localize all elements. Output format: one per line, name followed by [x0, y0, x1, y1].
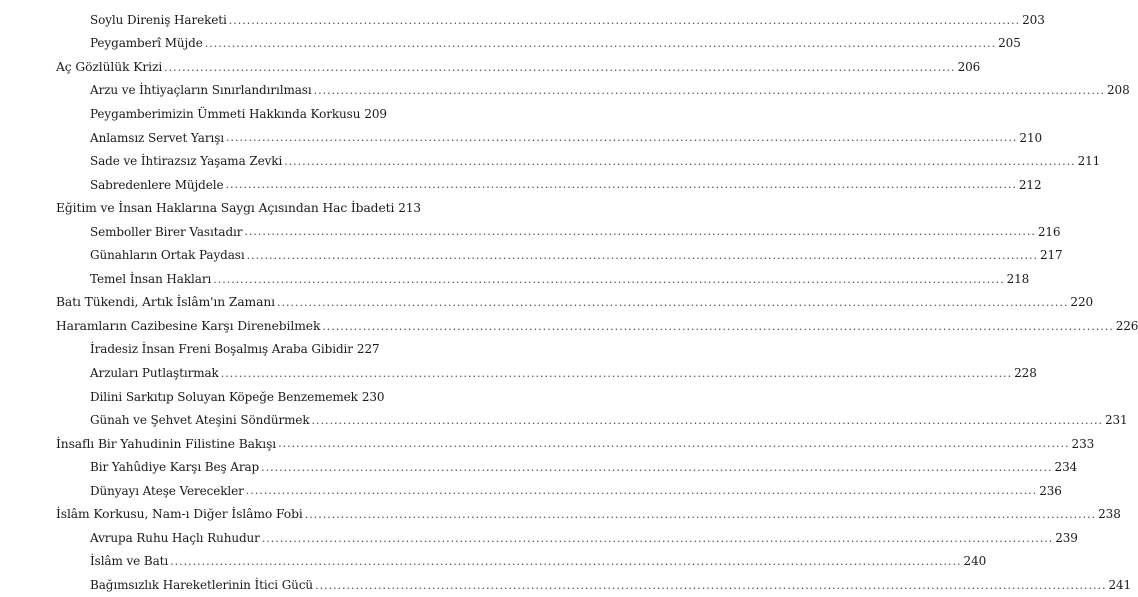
toc-entry-page: 234	[1054, 460, 1078, 475]
toc-entry-title: Arzuları Putlaştırmak	[90, 365, 219, 380]
toc-entry-title: Semboller Birer Vasıtadır	[90, 224, 243, 239]
toc-entry-page: 227	[356, 342, 380, 357]
toc-entry-page: 209	[364, 106, 387, 121]
toc-entry	[0, 243, 1063, 267]
toc-entry-title: Bağımsızlık Hareketlerinin İtici Gücü	[90, 577, 314, 592]
dot-leader	[229, 15, 1020, 26]
toc-entry-title: Batı Tükendi, Artık İslâm'ın Zamanı	[56, 295, 275, 310]
toc-entry-title: Arzu ve İhtiyaçların Sınırlandırılması	[90, 83, 312, 98]
toc-entry-page: 238	[1098, 507, 1121, 522]
toc-entry-title: İslâm ve Batı	[90, 554, 169, 569]
toc-entry	[0, 408, 1128, 432]
toc-entry	[0, 196, 421, 220]
toc-entry-page: 218	[1006, 271, 1030, 286]
toc-entry-page: 226	[1115, 318, 1138, 333]
dot-leader	[322, 321, 1113, 332]
dot-leader	[164, 62, 955, 73]
toc-entry-title: Bir Yahûdiye Karşı Beş Arap	[90, 460, 260, 475]
toc-entry-title: Peygamberimizin Ümmeti Hakkında Korkusu	[90, 106, 361, 121]
dot-leader	[305, 509, 1096, 520]
dot-leader	[284, 156, 1075, 167]
toc-entry	[0, 220, 1061, 244]
toc-entry-page: 206	[957, 59, 981, 74]
dot-leader	[314, 85, 1105, 96]
dot-leader	[213, 274, 1004, 285]
toc-entry-page: 216	[1037, 224, 1061, 239]
dot-leader	[226, 132, 1017, 143]
toc-entry-page: 233	[1071, 436, 1095, 451]
toc-entry-title: Haramların Cazibesine Karşı Direnebilmek	[56, 318, 321, 333]
toc-entry-title: Temel İnsan Hakları	[90, 271, 212, 286]
toc-entry	[0, 55, 981, 79]
toc-entry-page: 240	[963, 554, 987, 569]
toc-entry-page: 228	[1014, 365, 1037, 380]
toc-entry	[0, 173, 1042, 197]
toc-entry	[0, 432, 1095, 456]
toc-entry-title: Sade ve İhtirazsız Yaşama Zevki	[90, 154, 283, 169]
toc-entry-title: Aç Gözlülük Krizi	[56, 59, 163, 74]
dot-leader	[312, 415, 1103, 426]
dot-leader	[225, 179, 1016, 190]
toc-entry-page: 213	[398, 201, 421, 216]
toc-entry	[0, 550, 987, 574]
toc-entry-page: 236	[1039, 483, 1062, 498]
toc-entry-page: 217	[1039, 248, 1063, 263]
toc-entry-page: 211	[1077, 154, 1101, 169]
dot-leader	[246, 485, 1037, 496]
toc-entry-title: Dilini Sarkıtıp Soluyan Köpeğe Benzememek	[90, 389, 358, 404]
toc-entry-page: 231	[1104, 413, 1128, 428]
toc-entry	[0, 126, 1043, 150]
toc-entry	[0, 338, 400, 362]
dot-leader	[221, 368, 1012, 379]
dot-leader	[262, 533, 1053, 544]
dot-leader	[244, 226, 1035, 237]
toc-entry	[0, 79, 1130, 103]
toc-entry-title: İnsaflı Bir Yahudinin Filistine Bakışı	[56, 436, 277, 451]
toc-entry-page: 220	[1070, 295, 1094, 310]
toc-entry-title: Sabredenlere Müjdele	[90, 177, 224, 192]
dot-leader	[278, 438, 1069, 449]
toc-entry	[0, 267, 1030, 291]
toc-entry-page: 212	[1018, 177, 1042, 192]
dot-leader	[277, 297, 1068, 308]
toc-entry	[0, 149, 1101, 173]
dot-leader	[247, 250, 1038, 261]
toc-entry-title: Günahların Ortak Paydası	[90, 248, 245, 263]
toc-entry	[0, 502, 1121, 526]
toc-entry-title: Anlamsız Servet Yarışı	[90, 130, 224, 145]
toc-entry-page: 203	[1022, 12, 1045, 27]
toc-entry	[0, 291, 1094, 315]
toc-entry-title: Avrupa Ruhu Haçlı Ruhudur	[90, 530, 260, 545]
toc-entry	[0, 32, 1021, 56]
toc-entry	[0, 314, 1138, 338]
toc-entry-page: 208	[1107, 83, 1130, 98]
toc-entry-page: 230	[361, 389, 385, 404]
dot-leader	[205, 38, 996, 49]
toc-entry	[0, 385, 400, 409]
toc-entry-title: Soylu Direniş Hareketi	[90, 12, 227, 27]
dot-leader	[315, 580, 1106, 591]
toc-entry-page: 205	[998, 36, 1021, 51]
toc-entry	[0, 479, 1062, 503]
toc-entry-title: Peygamberî Müjde	[90, 36, 203, 51]
toc-entry-page: 210	[1019, 130, 1043, 145]
toc-entry	[0, 8, 1045, 32]
toc-entry	[0, 102, 400, 126]
dot-leader	[170, 556, 961, 567]
toc-entry-page: 239	[1055, 530, 1078, 545]
toc-entry-title: Eğitim ve İnsan Haklarına Saygı Açısından Hac İbadeti	[56, 201, 395, 216]
toc-entry-title: İslâm Korkusu, Nam-ı Diğer İslâmo Fobi	[56, 507, 303, 522]
toc-entry	[0, 455, 1078, 479]
dot-leader	[261, 462, 1052, 473]
table-of-contents	[0, 8, 1138, 597]
toc-entry-title: Dünyayı Ateşe Verecekler	[90, 483, 244, 498]
toc-entry	[0, 361, 1037, 385]
toc-entry-title: İradesiz İnsan Freni Boşalmış Araba Gibidir	[90, 342, 353, 357]
toc-entry-title: Günah ve Şehvet Ateşini Söndürmek	[90, 413, 310, 428]
toc-entry	[0, 573, 1132, 597]
toc-entry-page: 241	[1108, 577, 1132, 592]
toc-entry	[0, 526, 1078, 550]
